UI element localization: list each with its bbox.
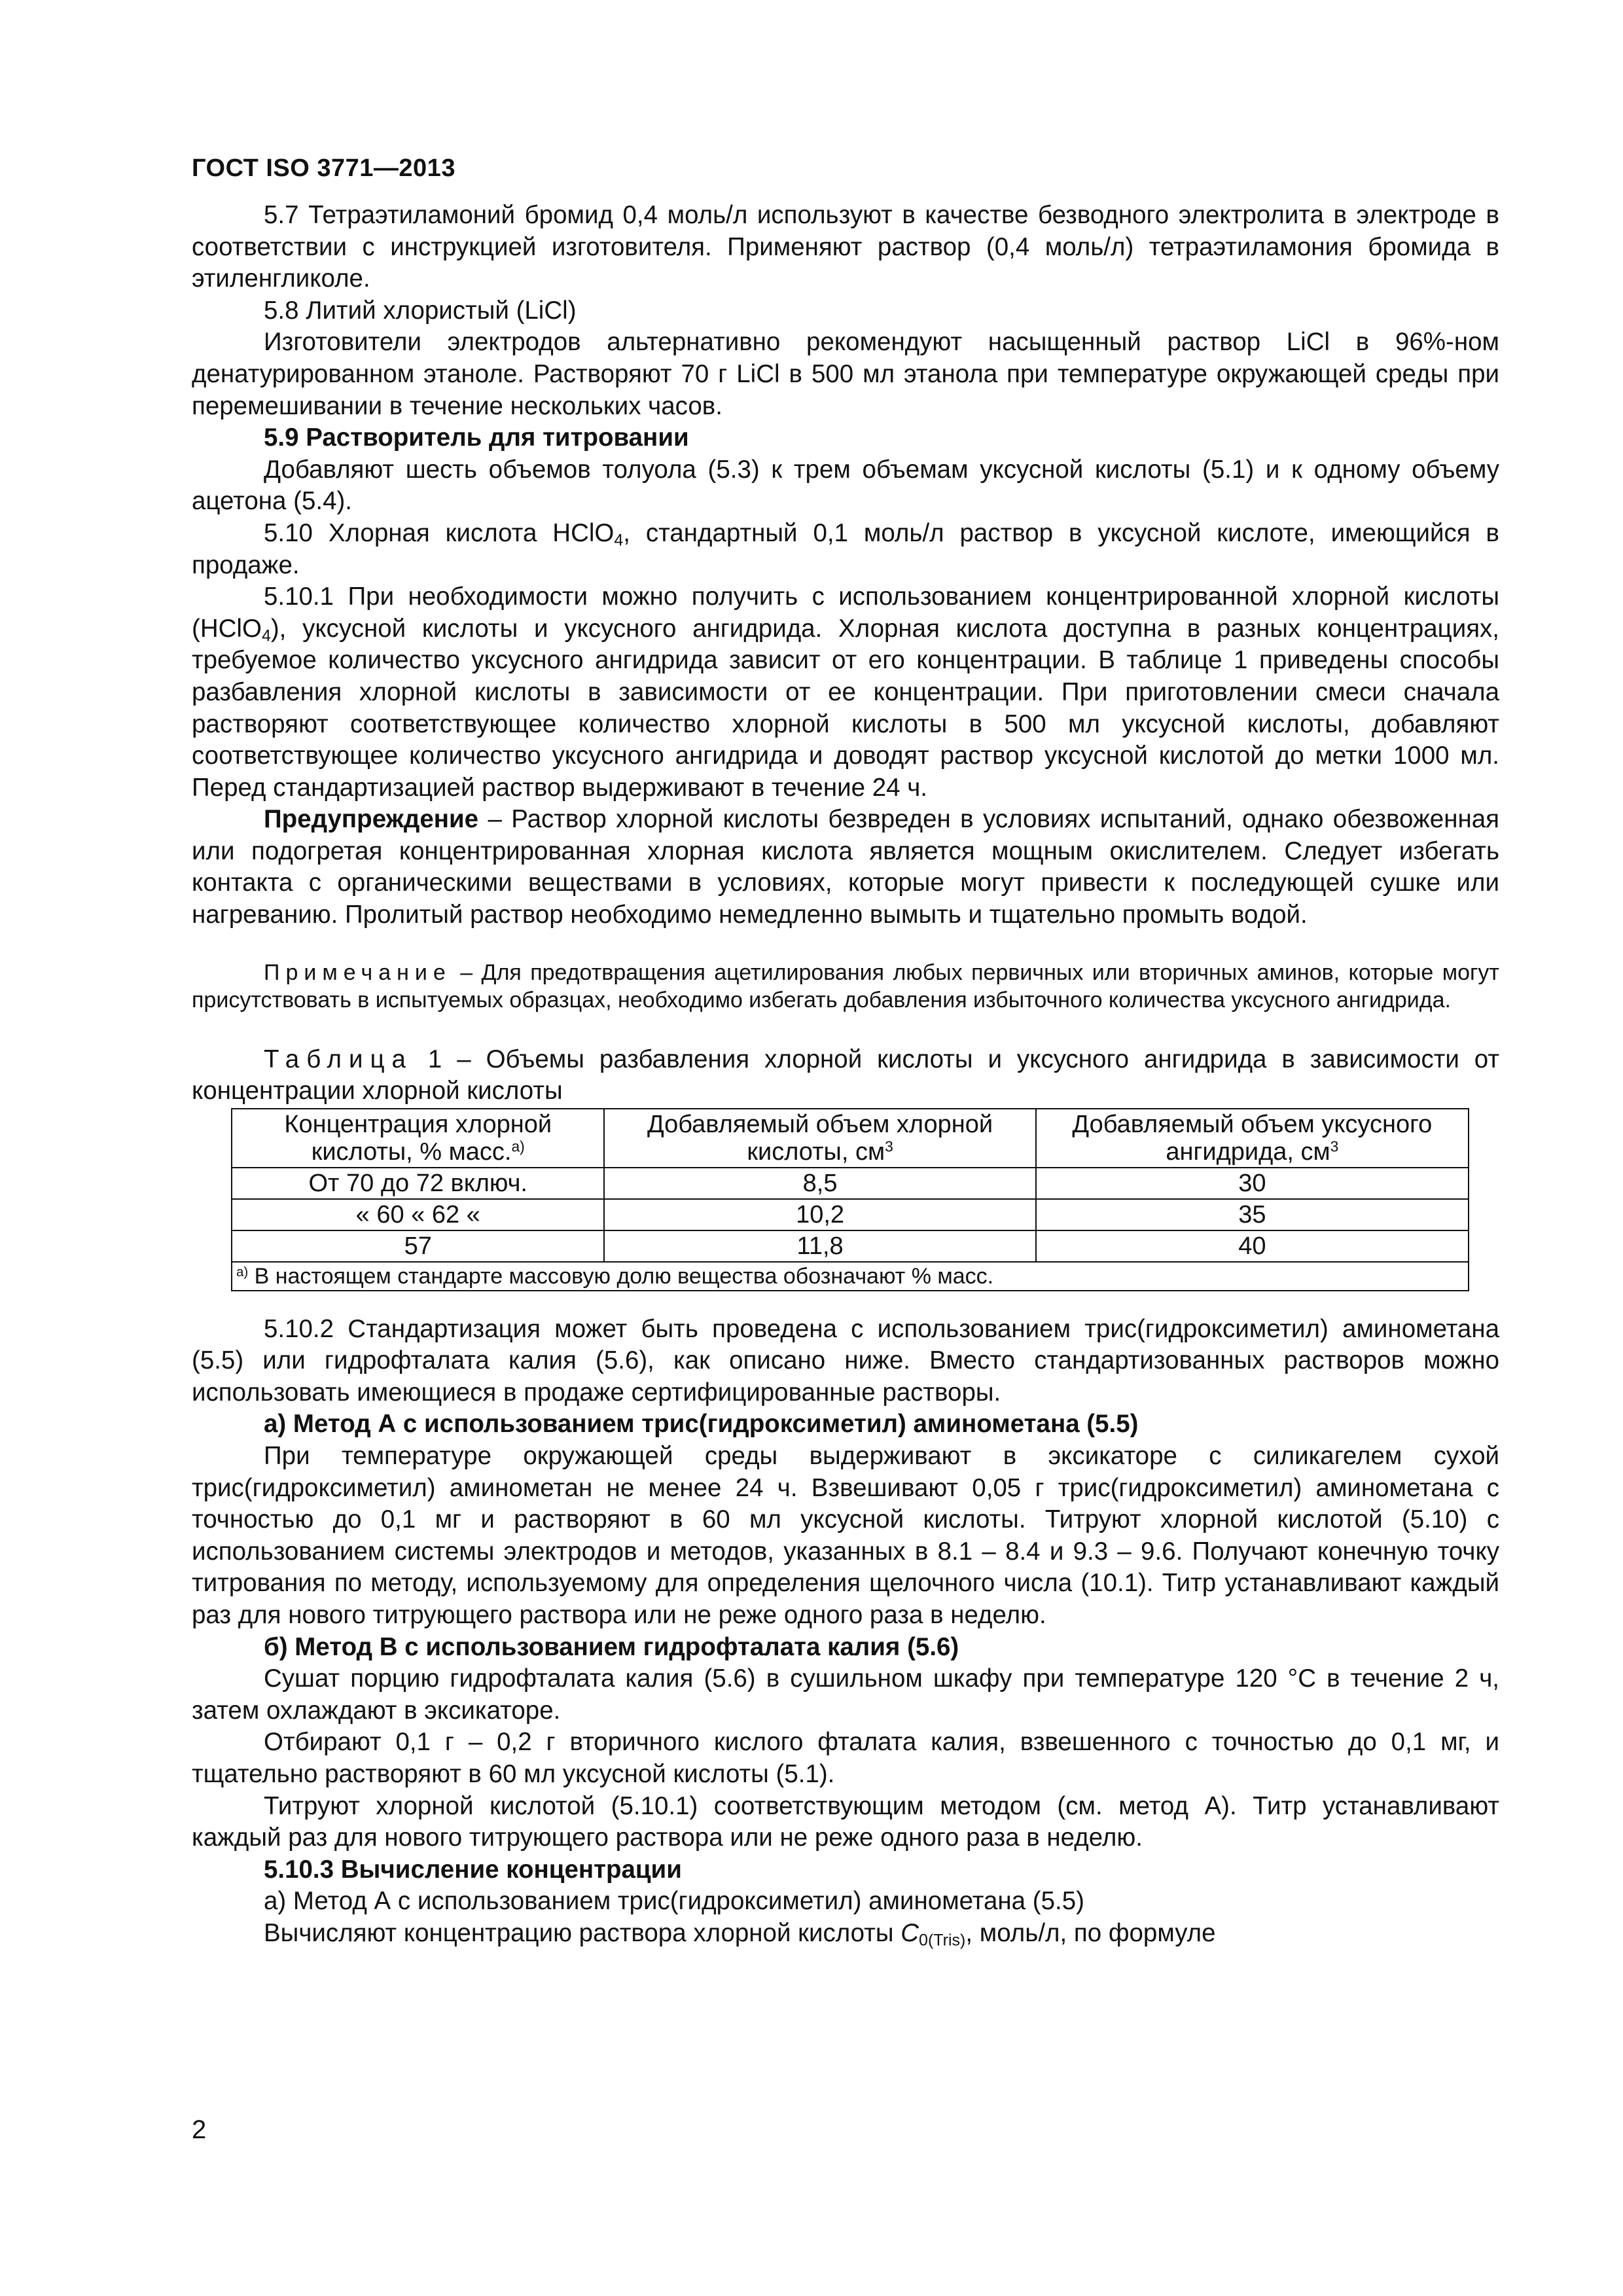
table-cell: 40	[1036, 1230, 1469, 1262]
table-row	[232, 1168, 1469, 1199]
method-b-text-1: Сушат порцию гидрофталата калия (5.6) в сушильном шкафу при температуре 120 °С в течение 2 ч, затем охлаждают в эксикаторе.	[192, 1664, 1499, 1725]
method-a-title: а) Метод А с использованием трис(гидроксиметил) аминометана (5.5)	[264, 1410, 1139, 1439]
table-header-row	[232, 1109, 1469, 1168]
table-caption: Таблица 1 – Объемы разбавления хлорной кислоты и уксусного ангидрида в зависимости от концентрации хлорной кислоты	[192, 1045, 1499, 1105]
method-b-title: б) Метод В с использованием гидрофталата калия (5.6)	[264, 1632, 959, 1661]
table-row	[232, 1199, 1469, 1230]
table-header-cell: Концентрация хлорной кислоты, % масс.$^{а)}$	[232, 1109, 604, 1168]
method-b-text-2: Отбирают 0,1 г – 0,2 г вторичного кислого фталата калия, взвешенного с точностью до 0,1 мг, и тщательно растворяют в 60 мл уксусной кислоты (5.1).	[192, 1728, 1499, 1788]
paragraph-5-10-3-a: а) Метод А с использованием трис(гидроксиметил) аминометана (5.5)	[264, 1887, 1084, 1916]
paragraph-5-8-title: 5.8 Литий хлористый (LiCl)	[264, 296, 577, 325]
paragraph-5-8-text: Изготовители электродов альтернативно рекомендуют насыщенный раствор LiCl в 96%-ном денатурированном этаноле. Растворяют 70 г LiCl в 500 мл этанола при температуре окружающей среды при перемешивании в течение нескольких часов.	[192, 328, 1499, 420]
table-cell: 11,8	[604, 1230, 1035, 1262]
paragraph-5-9-text: Добавляют шесть объемов толуола (5.3) к трем объемам уксусной кислоты (5.1) и к одному объему ацетона (5.4).	[192, 455, 1499, 516]
table-cell: 10,2	[604, 1199, 1035, 1230]
page-number: 2	[192, 2115, 207, 2144]
warning-label: Предупреждение	[264, 805, 479, 834]
method-b-text-3: Титруют хлорной кислотой (5.10.1) соответствующим методом (см. метод А). Титр устанавливают каждый раз для нового титрующего раствора или не реже одного раза в неделю.	[192, 1791, 1499, 1852]
concentration-symbol: C	[901, 1918, 919, 1947]
table-cell: 35	[1036, 1199, 1469, 1230]
warning-paragraph: Предупреждение – Раствор хлорной кислоты безвреден в условиях испытаний, однако обезвоженная или подогретая концентрированная хлорная кислота является мощным окислителем. Следует избегать контакта с органическими веществами в условиях, которые могут привести к последующей сушке или нагреванию. Пролитый раствор необходимо немедленно вымыть и тщательно промыть водой.	[192, 805, 1499, 929]
table-cell: 30	[1036, 1168, 1469, 1199]
paragraph-5-9-title: 5.9 Растворитель для титровании	[264, 423, 689, 452]
note-text: – Для предотвращения ацетилирования любых первичных или вторичных аминов, которые могут присутствовать в испытуемых образцах, необходимо избегать добавления избыточного количества уксусного ангидрида.	[192, 960, 1499, 1013]
document-header: ГОСТ ISO 3771—2013	[192, 154, 455, 182]
paragraph-5-7: 5.7 Тетраэтиламоний бромид 0,4 моль/л используют в качестве безводного электролита в электроде в соответствии с инструкцией изготовителя. Применяют раствор (0,4 моль/л) тетраэтиламония бромида в этиленгликоле.	[192, 201, 1499, 293]
paragraph-5-10-3-title: 5.10.3 Вычисление концентрации	[264, 1855, 682, 1884]
table-header-cell: Добавляемый объем уксусного ангидрида, $см^3$	[1036, 1109, 1469, 1168]
paragraph-5-10-2: 5.10.2 Стандартизация может быть проведена с использованием трис(гидроксиметил) аминометана (5.5) или гидрофталата калия (5.6), как описано ниже. Вместо стандартизованных растворов можно использовать имеющиеся в продаже сертифицированные растворы.	[192, 1314, 1499, 1407]
paragraph-5-10-1: 5.10.1 При необходимости можно получить с использованием концентрированной хлорной кислоты (HClO$_4$), уксусной кислоты и уксусного ангидрида. Хлорная кислота доступна в разных концентрациях, требуемое количество уксусного ангидрида зависит от его концентрации. В таблице 1 приведены способы разбавления хлорной кислоты в зависимости от ее концентрации. При приготовлении смеси сначала растворяют соответствующее количество хлорной кислоты в 500 мл уксусной кислоты, добавляют соответствующее количество уксусного ангидрида и доводят раствор уксусной кислотой до метки 1000 мл. Перед стандартизацией раствор выдерживают в течение 24 ч.	[192, 583, 1499, 802]
dilution-table	[231, 1108, 1469, 1291]
document-body	[192, 200, 1499, 1950]
table-cell: От 70 до 72 включ.	[232, 1168, 604, 1199]
note-label: Примечание	[264, 960, 452, 985]
note-block	[192, 959, 1499, 1014]
table-cell: 8,5	[604, 1168, 1035, 1199]
table-footnote: $^{а)}$ В настоящем стандарте массовую долю вещества обозначают % масс.	[232, 1262, 1469, 1291]
paragraph-5-10: 5.10 Хлорная кислота HClO$_4$, стандартный 0,1 моль/л раствор в уксусной кислоте, имеющийся в продаже.	[192, 518, 1499, 579]
table-header-cell: Добавляемый объем хлорной кислоты, $см^3$	[604, 1109, 1035, 1168]
method-a-text: При температуре окружающей среды выдерживают в эксикаторе с силикагелем сухой трис(гидроксиметил) аминометан не менее 24 ч. Взвешивают 0,05 г трис(гидроксиметил) аминометана с точностью до 0,1 мг и растворяют в 60 мл уксусной кислоты. Титруют хлорной кислотой (5.10) с использованием системы электродов и методов, указанных в 8.1 – 8.4 и 9.3 – 9.6. Получают конечную точку титрования по методу, используемому для определения щелочного числа (10.1). Титр устанавливают каждый раз для нового титрующего раствора или не реже одного раза в неделю.	[192, 1442, 1499, 1629]
table-footnote-row	[232, 1262, 1469, 1291]
table-cell: 57	[232, 1230, 604, 1262]
paragraph-5-10-3-b: Вычисляют концентрацию раствора хлорной кислоты $C_{0(Tris)}$, моль/л, по формуле	[264, 1918, 1216, 1950]
table-row	[232, 1230, 1469, 1262]
table-cell: « 60 « 62 «	[232, 1199, 604, 1230]
